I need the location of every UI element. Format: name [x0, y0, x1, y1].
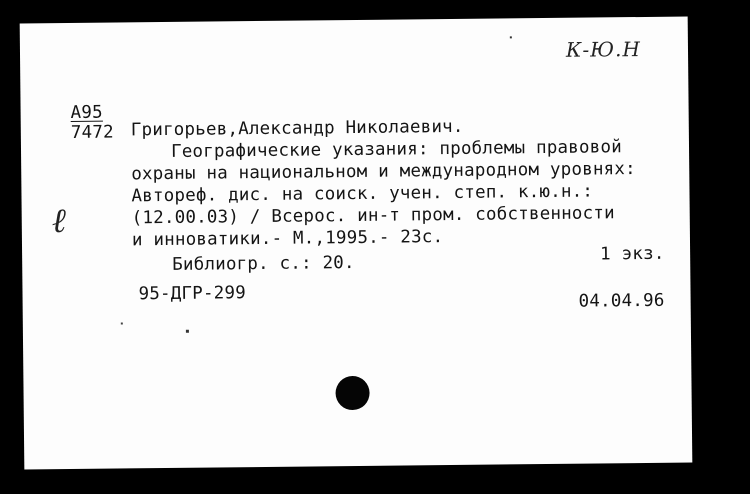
margin-handwritten-mark: ℓ	[51, 201, 67, 242]
shelfmark-line1: А95	[70, 102, 103, 123]
receipt-date: 04.04.96	[578, 290, 665, 312]
title-line-1: Географические указания: проблемы правовой	[170, 137, 623, 162]
bibliography-note: Библиогр. с.: 20.	[172, 253, 355, 275]
title-line-5: и инноватики.- М.,1995.- 23с.	[131, 227, 444, 251]
scan-speck	[510, 36, 512, 38]
title-line-4: (12.00.03) / Всерос. ин-т пром. собственности	[131, 203, 615, 229]
catalog-card	[20, 17, 693, 470]
scan-speck	[186, 330, 189, 333]
handwritten-code: К-Ю.Н	[565, 37, 642, 62]
scan-speck	[121, 322, 123, 324]
catalog-number: 95-ДГР-299	[138, 283, 246, 305]
title-line-2: охраны на национальном и международном уровнях:	[131, 159, 636, 185]
shelfmark-line2: 7472	[70, 122, 114, 143]
copies-count: 1 экз.	[600, 243, 665, 265]
punch-hole	[335, 376, 369, 410]
title-line-3: Автореф. дис. на соиск. учен. степ. к.ю.н.:	[131, 181, 594, 207]
author-heading: Григорьев,Александр Николаевич.	[130, 116, 464, 141]
scan-bottom-edge	[0, 470, 750, 494]
